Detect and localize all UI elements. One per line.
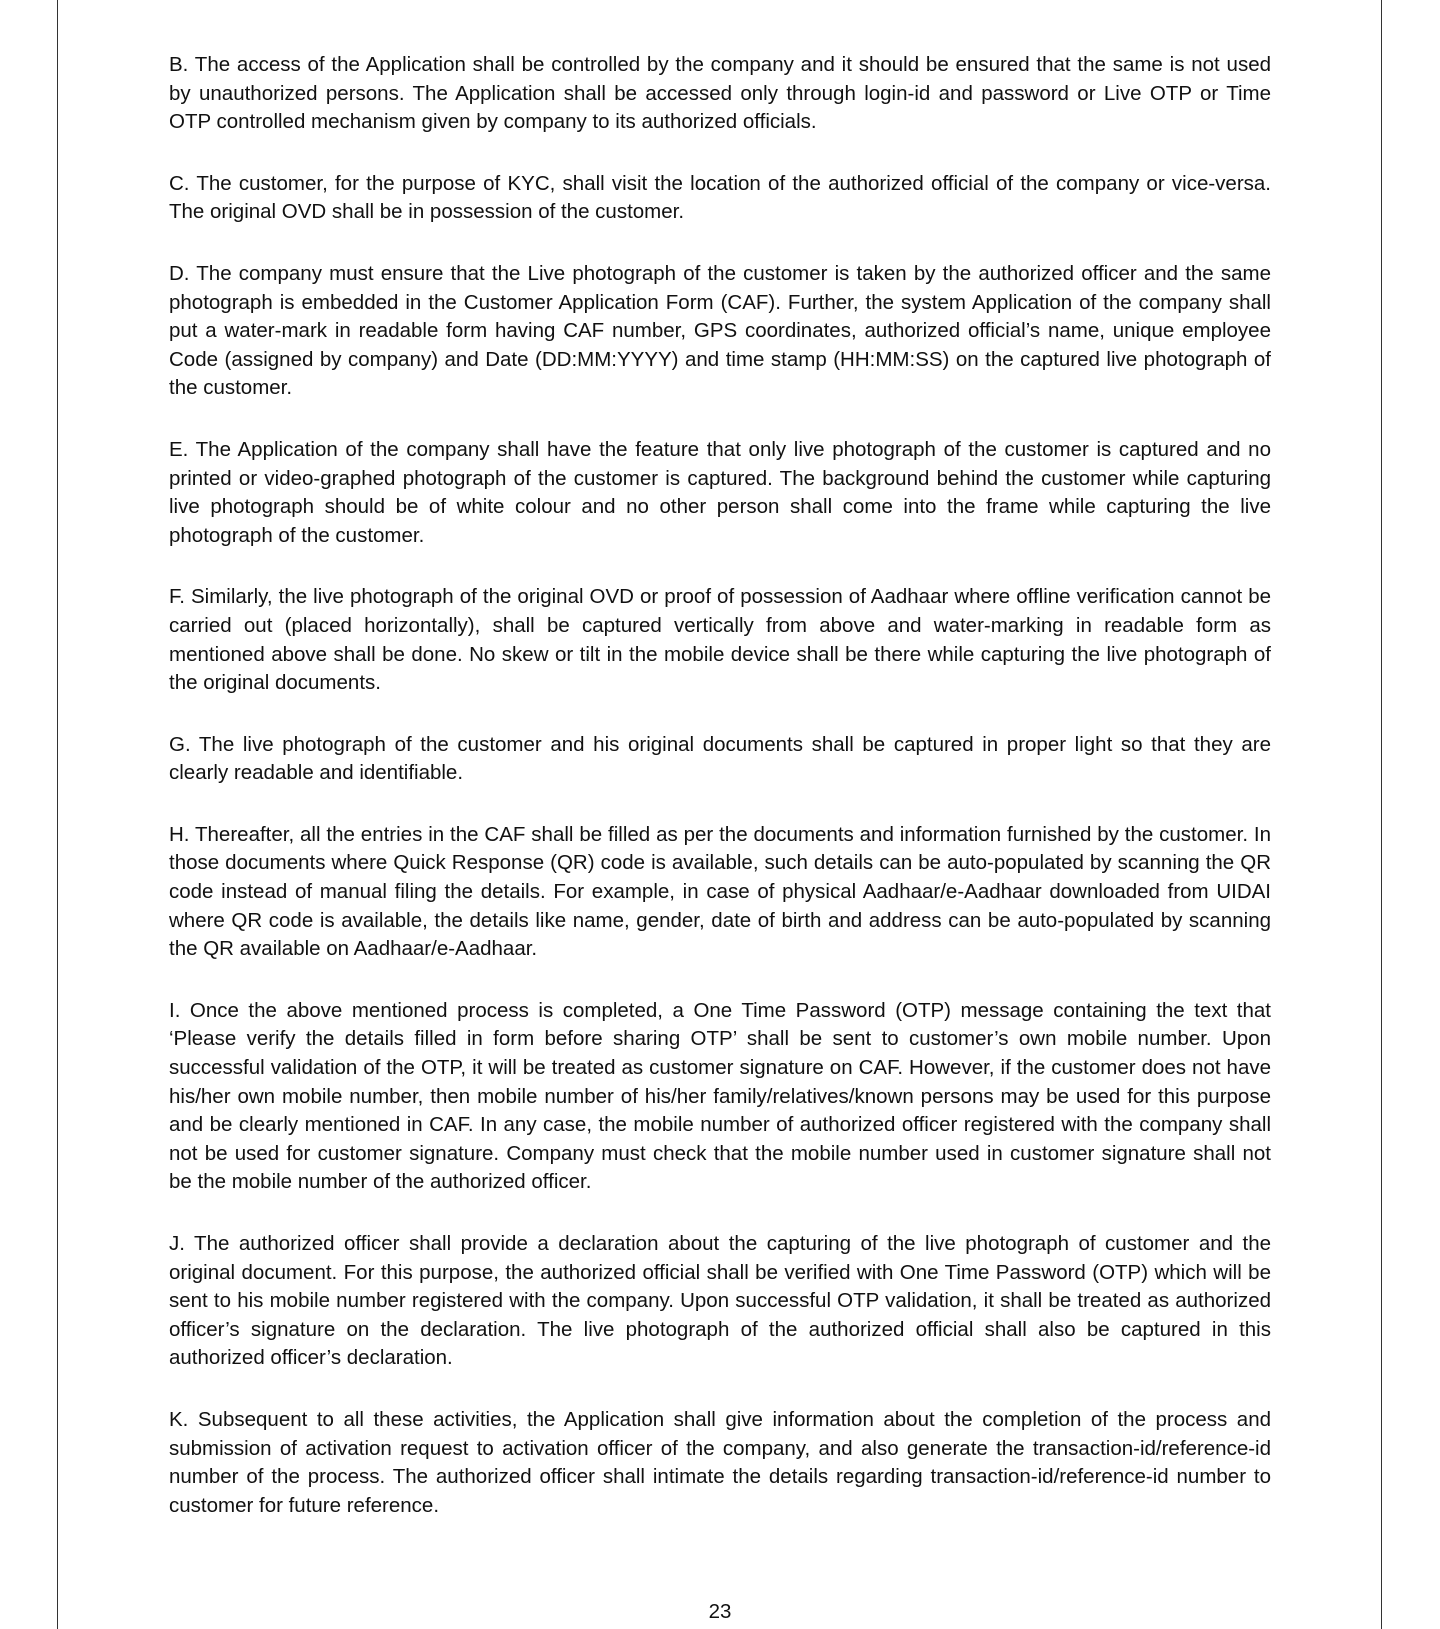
paragraph-i: I. Once the above mentioned process is completed, a One Time Password (OTP) message containing the text that ‘Please verify the details filled in form before sharing OTP’ shall be sent to customer’s own mobile number. Upon successful validation of the OTP, it will be treated as customer signature on CAF. However, if the customer does not have his/her own mobile number, then mobile number of his/her family/relatives/known persons may be used for this purpose and be clearly mentioned in CAF. In any case, the mobile number of authorized officer registered with the company shall not be used for customer signature. Company must check that the mobile number used in customer signature shall not be the mobile number of the authorized officer. <box>169 998 1271 1194</box>
paragraph-k: K. Subsequent to all these activities, the Application shall give information about the completion of the process and submission of activation request to activation officer of the company, and also generate the transaction-id/reference-id number of the process. The authorized officer shall intimate the details regarding transaction-id/reference-id number to customer for future reference. <box>169 1407 1271 1517</box>
document-body <box>169 51 1271 1553</box>
page-number: 23 <box>708 1600 732 1623</box>
paragraph-e: E. The Application of the company shall have the feature that only live photograph of the customer is captured and no printed or video-graphed photograph of the customer is captured. The background behind the customer while capturing live photograph should be of white colour and no other person shall come into the frame while capturing the live photograph of the customer. <box>169 437 1271 547</box>
paragraph-d: D. The company must ensure that the Live photograph of the customer is taken by the authorized officer and the same photograph is embedded in the Customer Application Form (CAF). Further, the system Application of the company shall put a water-mark in readable form having CAF number, GPS coordinates, authorized official’s name, unique employee Code (assigned by company) and Date (DD:MM:YYYY) and time stamp (HH:MM:SS) on the captured live photograph of the customer. <box>169 261 1271 400</box>
paragraph-f: F. Similarly, the live photograph of the original OVD or proof of possession of Aadhaar where offline verification cannot be carried out (placed horizontally), shall be captured vertically from above and water-marking in readable form as mentioned above shall be done. No skew or tilt in the mobile device shall be there while capturing the live photograph of the original documents. <box>169 585 1271 695</box>
paragraph-c: C. The customer, for the purpose of KYC, shall visit the location of the authorized official of the company or vice-versa. The original OVD shall be in possession of the customer. <box>169 171 1271 224</box>
paragraph-j: J. The authorized officer shall provide a declaration about the capturing of the live photograph of customer and the original document. For this purpose, the authorized official shall be verified with One Time Password (OTP) which will be sent to his mobile number registered with the company. Upon successful OTP validation, it shall be treated as authorized officer’s signature on the declaration. The live photograph of the authorized official shall also be captured in this authorized officer’s declaration. <box>169 1232 1271 1370</box>
paragraph-b: B. The access of the Application shall be controlled by the company and it should be ensured that the same is not used by unauthorized persons. The Application shall be accessed only through login-id and password or Live OTP or Time OTP controlled mechanism given by company to its authorized officials. <box>169 53 1271 134</box>
paragraph-h: H. Thereafter, all the entries in the CAF shall be filled as per the documents and information furnished by the customer. In those documents where Quick Response (QR) code is available, such details can be auto-populated by scanning the QR code instead of manual filing the details. For example, in case of physical Aadhaar/e-Aadhaar downloaded from UIDAI where QR code is available, the details like name, gender, date of birth and address can be auto-populated by scanning the QR available on Aadhaar/e-Aadhaar. <box>169 822 1271 961</box>
paragraph-g: G. The live photograph of the customer and his original documents shall be captured in proper light so that they are clearly readable and identifiable. <box>169 732 1271 785</box>
